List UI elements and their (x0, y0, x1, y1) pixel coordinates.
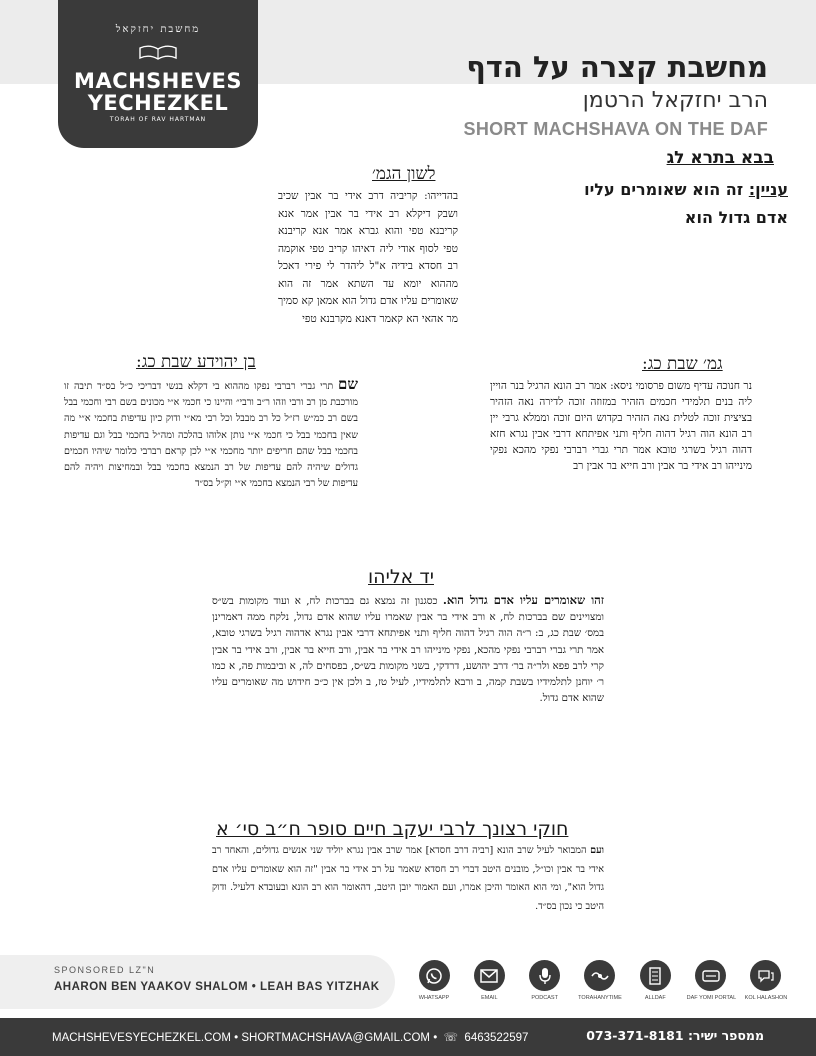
ben-yehoyada-text (64, 376, 358, 492)
page-title-hebrew: מחשבת קצרה על הדף (466, 50, 768, 84)
sponsor-label: SPONSORED LZ"N (54, 965, 156, 975)
alldaf-icon (640, 960, 671, 991)
chukei-ratzoncha-body: המבואר לעיל שרב הונא [רביה דרב חסדא] אמר שרב אבין נגרא יוליד שני אנשים גדולים, והאחד רב אידי בר אבין וכו״ל, מובנים היטב דברי רב חסדא שאמר על רב אידי בר אבין "זה הוא שאומרים עליו אדם גדול הוא", ומי הוא האומר והיכן אמרו, ועם האמור יובן היטב, דהאומר הוא רב הונא ובעובדא דלעיל. ודוק היטב כי נכון בס״ד. (212, 845, 604, 912)
chukei-ratzoncha-lead: ועם (590, 845, 604, 856)
yad-eliyahu-lead: זהו שאומרים עליו אדם גדול הוא. (442, 593, 604, 607)
kol-halashon-icon (750, 960, 781, 991)
gemara-shabbos-heading: גמ׳ שבת כג: (642, 354, 723, 374)
daf-yomi-portal-icon (695, 960, 726, 991)
gemara-text: בהדייהו: קריביה דרב אידי בר אבין שכיב ושבק דיקלא רב אידי בר אבין אמר אנא קריבנא טפי והוא גברא אמר אנא קריבנא טפי לסוף אודי ליה דאיהו קריב טפי אוקמה רב חסדא בידיה א"ל ליהדר לי פירי דאכל מההוא יומא עד השתא אמר זה הוא שאומרים עליו אדם גדול הוא אמאן קא סמיך מר אהאי הא קאמר דאנא מקרבנא טפי (278, 190, 458, 325)
torahanytime-label: TORAHANYTIME (578, 995, 622, 1001)
social-links (410, 960, 790, 1010)
logo-wordmark (58, 70, 258, 114)
torahanytime-icon (584, 960, 615, 991)
daf-yomi-portal-link[interactable] (687, 960, 735, 1010)
logo-line-2: YECHEZKEL (87, 91, 229, 115)
direct-line-number[interactable]: 073-371-8181 (586, 1028, 684, 1043)
footer-bar (0, 1018, 816, 1056)
email-label: EMAIL (481, 995, 498, 1001)
inyan-label: עניין: (748, 180, 788, 199)
podcast-label: PODCAST (531, 995, 558, 1001)
rav-name: הרב יחזקאל הרטמן (582, 88, 768, 113)
footer-contact-text[interactable]: MACHSHEVESYECHEZKEL.COM • SHORTMACHSHAVA@GMAIL.COM • (52, 1032, 438, 1044)
direct-line-label: ממספר ישיר: (687, 1028, 764, 1043)
phone-icon: ☏ (440, 1032, 462, 1044)
sponsor-names: AHARON BEN YAAKOV SHALOM • LEAH BAS YITZHAK (54, 981, 380, 993)
whatsapp-link[interactable] (410, 960, 458, 1010)
podcast-icon (529, 960, 560, 991)
alldaf-label: ALLDAF (644, 995, 666, 1001)
ben-yehoyada-heading: בן יהוידע שבת כג: (136, 352, 256, 372)
inyan-text: זה הוא שאומרים עליו אדם גדול הוא (584, 180, 788, 227)
podcast-link[interactable] (521, 960, 569, 1010)
logo[interactable] (58, 0, 258, 148)
logo-tagline: TORAH OF RAV HARTMAN (109, 116, 207, 123)
kol-halashon-label: KOL HALASHON (744, 995, 788, 1001)
ben-yehoyada-body: תרי גברי רברבי נפקו מההוא בי דקלא בנשי דבריכי כ״ל בס״ד תיבה זו מורכבת מן רב ורבי וזהו ר״ב ורבי״ והיינו כי חכמי א״י מכונים בשם רבי וחכמי בבל בשם רב כמ״ש רז״ל כל רב מבבל וכל רבי מא״י ודוק כיון עדיפות בחכמי א״י מה שאין בחכמי בבל כי חכמי א״י נותן אלוהו בהלכה ומה״ל בחכמי בבל וגם עדיפות בחכמי בבל שהם חריפים יותר מחכמי א״י לכן קראם רברבי כלומר שיהיו חכמים גדולים שיהיה להם עדיפות של רב הנמצא בחכמי בבל ובמחיצות ויהיה להם עדיפות של רבי הנמצא בחכמי א״י וק״ל בס״ד (64, 381, 358, 490)
ben-yehoyada-lead: שם (338, 376, 358, 393)
whatsapp-icon (419, 960, 450, 991)
yad-eliyahu-heading: יד אליהו (368, 566, 434, 588)
logo-line-1: MACHSHEVES (74, 69, 242, 93)
logo-hebrew: מחשבת יחזקאל (115, 24, 201, 35)
chukei-ratzoncha-text (212, 842, 604, 916)
email-link[interactable] (465, 960, 513, 1010)
footer-contact (52, 1030, 528, 1044)
masechta-title: בבא בתרא לג (666, 148, 774, 168)
yad-eliyahu-body: כסגנון זה נמצא גם בברכות לח, א ועוד מקומות בש״ס ומצויינים שם בברכות לח, א ורב אידי בר אבין שאמרו עליו שהוא אדם גדול, נלקח ממה דאמרינן במס׳ שבת כג, ב: ר״ה הוה רגיל דהוה חליף ותני אפיתחא דרבי אבין נגרא אדהוה רגיל בשרגי טובא, אמר תרי גברי רברבי נפקי מהכא, נפקי מינייהו רב אידי בר אבין, ורב חייא בר אבין, ורב אידי בר אבין קרי לרב פפא ולר״ה בר׳ דרב יהושע, דרדקי, בשני מקומות בש״ס, בפסחים לה, א וביבמות פה, א כמו ר׳ יוחנן לתלמידיו בשבת קמה, ב ורבא לתלמידיו, לעיל טז, ב ולכן אין כ״כ חידוש מה שאומרים עליו שהוא אדם גדול. (212, 596, 604, 705)
gemara-shabbos-text: נר חנוכה עדיף משום פרסומי ניסא: אמר רב הונא הרגיל בנר הויין ליה בנים תלמידי חכמים הזהיר במזוזה זוכה לדירה נאה הזהיר בציצית זוכה לטלית נאה הזהיר בקדוש היום זוכה וממלא גרבי יין רב הונא הוה רגיל דהוה חליף ותני אפיתחא דרבי אבין נגרא חזא דהוה רגיל בשרגי טובא אמר תרי גברי רברבי נפקי מהכא נפקי מינייהו רב אידי בר אבין ורב חייא בר אבין רב (490, 380, 752, 472)
torahanytime-link[interactable] (576, 960, 624, 1010)
email-icon (474, 960, 505, 991)
chukei-ratzoncha-heading: חוקי רצונך לרבי יעקב חיים סופר ח״ב סי׳ א (216, 818, 569, 840)
whatsapp-label: WHATSAPP (418, 995, 450, 1001)
daf-yomi-portal-label: DAF YOMI PORTAL (686, 995, 737, 1001)
page-title-english: SHORT MACHSHAVA ON THE DAF (463, 119, 768, 139)
gemara-heading: לשון הגמ׳ (372, 164, 436, 184)
kol-halashon-link[interactable] (742, 960, 790, 1010)
footer-phone[interactable]: 6463522597 (464, 1032, 529, 1044)
inyan-heading (568, 176, 788, 232)
alldaf-link[interactable] (631, 960, 679, 1010)
open-book-icon (138, 44, 178, 60)
yad-eliyahu-text (212, 592, 604, 707)
footer-direct-line (586, 1028, 764, 1043)
